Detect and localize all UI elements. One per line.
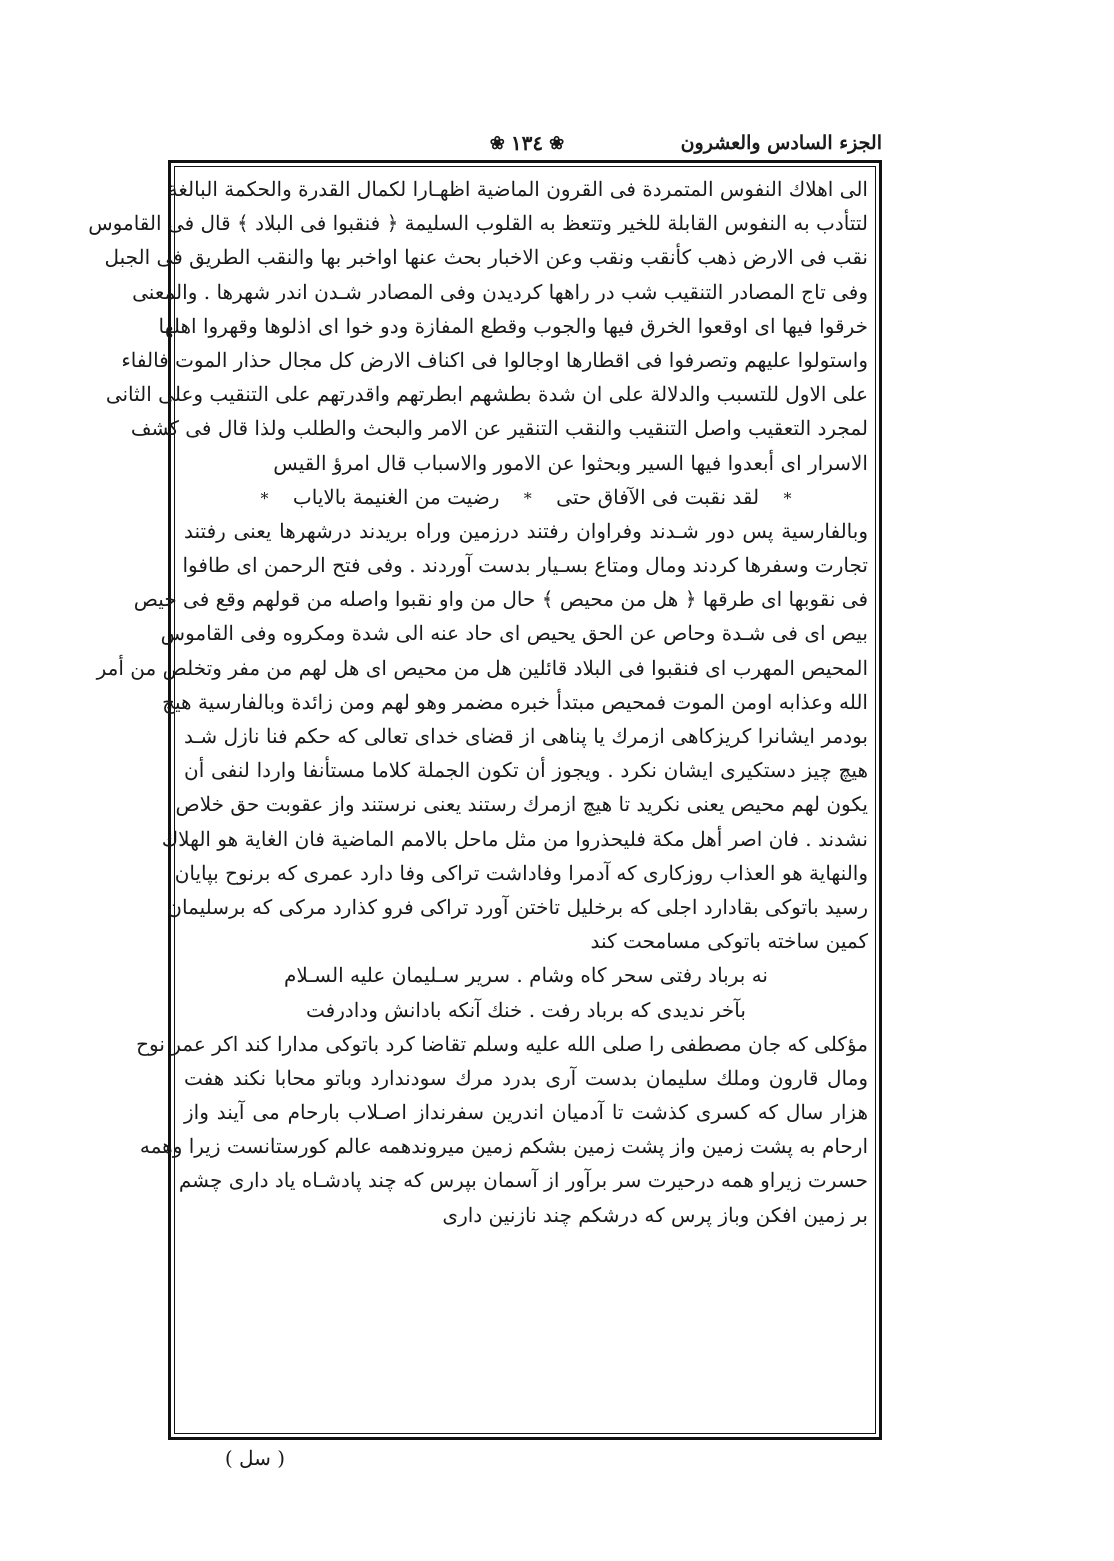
text-line: رسيد باتوكى بقادارد اجلى كه برخليل تاختن آورد تراكى فرو كذارد مركى كه برسليمان	[167, 894, 868, 919]
page-header	[170, 128, 882, 162]
text-line: لتتأدب به النفوس القابلة للخير وتتعظ به القلوب السليمة ﴿ فنقبوا فى البلاد ﴾ قال فى القاموس	[88, 211, 868, 236]
text-line: بر زمين افكن وباز پرس كه درشكم چند نازنين دارى	[442, 1202, 868, 1227]
star-icon: *	[783, 488, 792, 508]
text-line: يكون لهم محيص يعنى نكريد تا هيچ ازمرك رستند يعنى نرستند واز عقوبت حق خلاص	[175, 792, 868, 817]
text-line: وفى تاج المصادر التنقيب شب در راهها كرديدن وفى المصادر شـدن اندر شهرها . والمعنى	[132, 279, 868, 304]
signature-mark: ( سل )	[224, 1446, 286, 1470]
text-line: والنهاية هو العذاب روزكارى كه آدمرا وفاداشت تراكى وفا دارد عمرى كه برنوح بپايان	[174, 860, 868, 885]
text-line: ارحام به پشت زمين واز پشت زمين بشكم زمين ميروندهمه عالم كورستانست زيرا وهمه	[139, 1134, 868, 1159]
text-line: هيچ چيز دستكيرى ايشان نكرد . ويجوز أن تكون الجملة كلاما مستأنفا واردا لنفى أن	[184, 758, 868, 783]
page-number: ١٣٤	[510, 131, 544, 155]
text-line: هزار سال كه كسرى كذشت تا آدميان اندرين سفرنداز اصـلاب بارحام مى آيند واز	[184, 1100, 868, 1125]
persian-verse-line: نه برباد رفتى سحر كاه وشام . سرير سـليمان عليه السـلام	[284, 963, 768, 988]
ornament-right-icon: ❀	[549, 132, 565, 154]
main-text	[88, 172, 868, 1232]
text-line: تجارت وسفرها كردند ومال ومتاع بسـيار بدست آوردند . وفى فتح الرحمن اى طافوا	[182, 553, 868, 578]
text-line: وبالفارسية پس دور شـدند وفراوان رفتند درزمين وراه بريدند درشهرها يعنى رفتند	[184, 518, 868, 543]
star-icon: *	[260, 488, 269, 508]
text-line: نقب فى الارض ذهب كأنقب ونقب وعن الاخبار بحث عنها اواخبر بها والنقب الطريق فى الجبل	[104, 245, 868, 270]
page-number-block	[462, 128, 592, 158]
verse-hemistich-left: رضيت من الغنيمة بالاياب	[292, 484, 500, 509]
verse-couplet	[184, 480, 868, 514]
text-line: خرقوا فيها اى اوقعوا الخرق فيها والجوب وقطع المفازة ودو خوا اى اذلوها وقهروا اهلها	[158, 313, 868, 338]
text-line: على الاول للتسبب والدلالة على ان شدة بطشهم ابطرتهم واقدرتهم على التنقيب وعلى الثانى	[105, 382, 868, 407]
text-line: مؤكلى كه جان مصطفى را صلى الله عليه وسلم تقاضا كرد باتوكى مدارا كند اكر عمر نوح	[136, 1031, 868, 1056]
text-line: بودمر ايشانرا كريزكاهى ازمرك يا پناهى از قضاى خداى تعالى كه حكم فنا نازل شـد	[184, 724, 868, 748]
text-line: الى اهلاك النفوس المتمردة فى القرون الماضية اظهـارا لكمال القدرة والحكمة البالغة	[167, 177, 868, 201]
verse-hemistich-right: لقد نقبت فى الآفاق حتى	[556, 484, 760, 509]
text-line: المحيص المهرب اى فنقبوا فى البلاد قائلين هل من محيص اى هل لهم من مفر وتخلص من أمر	[96, 655, 868, 680]
running-title: الجزء السادس والعشرون	[680, 132, 882, 154]
persian-verse-line: بآخر نديدى كه برباد رفت . خنك آنكه بادانش ودادرفت	[306, 997, 746, 1022]
text-line: لمجرد التعقيب واصل التنقيب والنقب التنقير عن الامر والبحث والطلب ولذا قال فى كشف	[130, 416, 868, 441]
text-line: الاسرار اى أبعدوا فيها السير وبحثوا عن الامور والاسباب قال امرؤ القيس	[273, 450, 868, 475]
text-line: كمين ساخته باتوكى مسامحت كند	[590, 929, 868, 954]
text-line: واستولوا عليهم وتصرفوا فى اقطارها اوجالوا فى اكناف الارض كل مجال حذار الموت فالفاء	[121, 347, 868, 372]
text-line: فى نقوبها اى طرقها ﴿ هل من محيص ﴾ حال من واو نقبوا واصله من قولهم وقع فى حيص	[133, 587, 868, 612]
text-line: ومال قارون وملك سليمان بدست آرى بدرد مرك سودندارد وباتو محابا نكند هفت	[184, 1065, 868, 1090]
ornament-left-icon: ❀	[489, 132, 505, 154]
text-line: الله وعذابه اومن الموت فمحيص مبتدأ خبره مضمر وهو لهم ومن زائدة وبالفارسية هيچ	[162, 689, 868, 714]
star-icon: *	[523, 488, 532, 508]
text-line: بيص اى فى شـدة وحاص عن الحق يحيص اى حاد عنه الى شدة ومكروه وفى القاموس	[160, 621, 868, 646]
text-line: حسرت زيراو همه درحيرت سر برآور از آسمان بپرس كه چند پادشـاه ياد دارى چشم	[178, 1168, 868, 1193]
text-line: نشدند . فان اصر أهل مكة فليحذروا من مثل ماحل بالامم الماضية فان الغاية هو الهلاك	[161, 826, 868, 851]
